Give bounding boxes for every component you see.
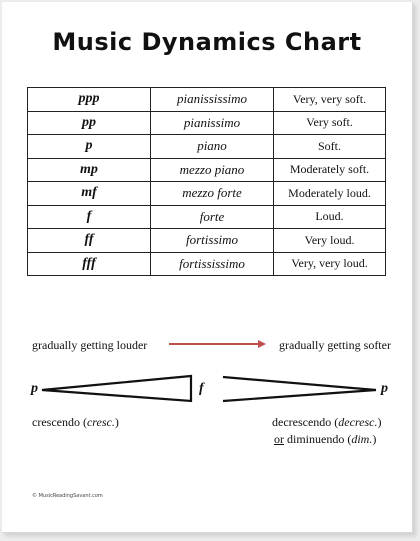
hairpin-drawing bbox=[2, 2, 420, 541]
louder-label: gradually getting louder bbox=[32, 338, 148, 352]
dynamic-meaning: Very loud. bbox=[274, 229, 386, 253]
dynamic-symbol: ff bbox=[28, 229, 151, 253]
dynamic-term: pianissimo bbox=[151, 111, 274, 135]
dynamic-meaning: Soft. bbox=[274, 135, 386, 159]
dynamic-meaning: Very, very loud. bbox=[274, 252, 386, 276]
dynamic-symbol: pp bbox=[28, 111, 151, 135]
dynamic-term: piano bbox=[151, 135, 274, 159]
diminuendo-label: or diminuendo (dim.) bbox=[274, 432, 377, 446]
dynamic-symbol: mf bbox=[28, 182, 151, 206]
softer-label: gradually getting softer bbox=[279, 338, 391, 352]
decrescendo-label: decrescendo (decresc.) bbox=[272, 415, 382, 429]
dynamic-term: fortississimo bbox=[151, 252, 274, 276]
forte-mark: f bbox=[199, 381, 204, 396]
end-piano-mark: p bbox=[381, 381, 388, 396]
dynamic-term: pianississimo bbox=[151, 88, 274, 112]
dynamic-symbol: p bbox=[28, 135, 151, 159]
copyright-note: © MusicReadingSavant.com bbox=[32, 493, 103, 499]
start-piano-mark: p bbox=[31, 381, 38, 396]
dynamic-term: mezzo forte bbox=[151, 182, 274, 206]
dynamic-term: mezzo piano bbox=[151, 158, 274, 182]
dynamic-symbol: ppp bbox=[28, 88, 151, 112]
dynamic-symbol: fff bbox=[28, 252, 151, 276]
dynamic-term: fortissimo bbox=[151, 229, 274, 253]
crescendo-hairpin bbox=[42, 376, 191, 401]
decrescendo-hairpin-lower bbox=[223, 390, 376, 401]
dynamic-meaning: Moderately loud. bbox=[274, 182, 386, 206]
crescendo-label: crescendo (cresc.) bbox=[32, 415, 119, 429]
dynamic-meaning: Loud. bbox=[274, 205, 386, 229]
dynamic-meaning: Very, very soft. bbox=[274, 88, 386, 112]
chart-page bbox=[2, 2, 413, 533]
dynamic-symbol: mp bbox=[28, 158, 151, 182]
dynamic-meaning: Very soft. bbox=[274, 111, 386, 135]
gradual-arrow-head bbox=[258, 340, 266, 348]
dynamic-term: forte bbox=[151, 205, 274, 229]
dynamic-symbol: f bbox=[28, 205, 151, 229]
dynamic-meaning: Moderately soft. bbox=[274, 158, 386, 182]
decrescendo-hairpin-upper bbox=[223, 377, 376, 390]
page-title: Music Dynamics Chart bbox=[52, 28, 362, 56]
